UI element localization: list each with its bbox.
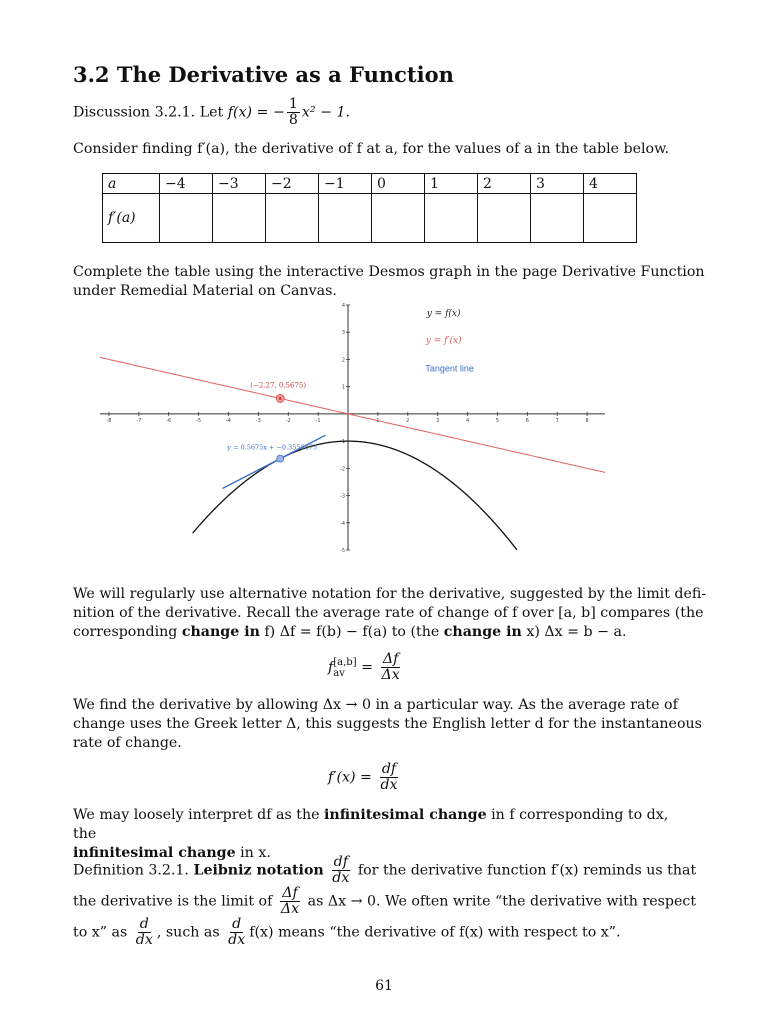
y-tick-label: 4 [341, 303, 346, 309]
legend-fprime: y = f′(x) [425, 336, 462, 347]
complete-text-line: Complete the table using the interactive Desmos graph in the page Derivative Function [73, 264, 705, 280]
legend-f: y = f(x) [426, 308, 461, 319]
x-tick-label: -2 [285, 417, 291, 424]
y-tick-label: -5 [340, 548, 346, 554]
paragraph-line: We find the derivative by allowing Δx → 0 in a particular way. As the average rate of [73, 697, 678, 713]
infinitesimal-paragraph: We may loosely interpret df as the infinitesimal change in f corresponding to dx, the infinitesimal change in x. [73, 807, 669, 861]
row-label-fprime: f′(a) [103, 194, 160, 243]
empty-cell [425, 194, 478, 243]
legend-tangent: Tangent line [425, 363, 474, 374]
empty-cell [160, 194, 213, 243]
derivative-formula: f′(x) = $\frac{df}{dx}$ [328, 761, 398, 793]
empty-cell [372, 194, 425, 243]
derivative-point-center [279, 397, 282, 400]
coefficient-fraction: $\frac{1}{8}$ [288, 96, 298, 128]
y-tick-label: 3 [341, 330, 346, 337]
section-title: 3.2 The Derivative as a Function [73, 62, 454, 87]
function-lhs: f(x) = − [227, 104, 285, 121]
paragraph-line: We will regularly use alternative notation for the derivative, suggested by the limit defi- [73, 586, 707, 602]
paragraph-line: nition of the derivative. Recall the average rate of change of f over [a, b] compares (the [73, 605, 704, 621]
x-tick-label: 8 [585, 417, 589, 424]
a-value-cell: 4 [584, 174, 637, 194]
x-tick-label: -6 [166, 417, 172, 424]
x-tick-label: -8 [106, 417, 112, 424]
empty-cell [478, 194, 531, 243]
a-value-cell: 3 [531, 174, 584, 194]
a-value-cell: 2 [478, 174, 531, 194]
y-tick-label: -2 [340, 466, 346, 473]
definition-name: Leibniz notation [193, 862, 324, 879]
a-value-cell: −2 [266, 174, 319, 194]
a-value-cell: −3 [213, 174, 266, 194]
empty-cell [213, 194, 266, 243]
a-value-cell: 1 [425, 174, 478, 194]
complete-text-line: under Remedial Material on Canvas. [73, 283, 337, 299]
y-tick-label: 2 [341, 357, 346, 364]
a-value-cell: −4 [160, 174, 213, 194]
definition-line-1: Definition 3.2.1. Leibniz notation $\frac{df}{dx}$ for the derivative function f′(x) reminds us that [73, 854, 697, 886]
y-tick-label: -1 [340, 439, 346, 446]
x-tick-label: -7 [136, 417, 142, 424]
x-tick-label: -4 [225, 417, 231, 424]
definition-line-2: the derivative is the limit of $\frac{\Delta f}{\Delta x}$ as Δx → 0. We often write “the derivative with respect [73, 885, 697, 917]
empty-cell [266, 194, 319, 243]
tangent-equation-label: y = 0.5675x + −0.3558875 [227, 443, 318, 452]
y-tick-label: -4 [340, 520, 346, 527]
notation-paragraph [73, 585, 706, 642]
x-tick-label: 5 [495, 417, 500, 424]
discussion-line [73, 97, 350, 128]
table-row-a [103, 174, 637, 194]
consider-text: Consider finding f′(a), the derivative of f at a, for the values of a in the table below. [73, 141, 670, 157]
discussion-let: Let [199, 104, 224, 121]
paragraph-line: change uses the Greek letter Δ, this suggests the English letter d for the instantaneous [73, 716, 702, 732]
discussion-label: Discussion 3.2.1. [73, 104, 196, 121]
function-rhs: x² − 1. [301, 104, 351, 121]
function-curve [193, 441, 517, 550]
paragraph-line: corresponding change in f) Δf = f(b) − f(a) to (the change in x) Δx = b − a. [73, 624, 627, 640]
x-tick-label: 6 [525, 417, 529, 424]
empty-cell [531, 194, 584, 243]
complete-text [73, 263, 705, 301]
x-tick-label: 2 [406, 417, 410, 424]
average-rate-formula: f [a,b] av = $\frac{\Delta f}{\Delta x}$ [328, 651, 400, 683]
desmos-graph [100, 303, 605, 554]
x-tick-label: 3 [436, 417, 440, 424]
derivative-point-label: (−2.27, 0.5675) [250, 381, 307, 390]
x-tick-label: 7 [555, 417, 559, 424]
definition-label: Definition 3.2.1. [73, 862, 189, 879]
a-value-cell: −1 [319, 174, 372, 194]
row-label-a: a [103, 174, 160, 194]
tangent-point [277, 455, 284, 462]
x-tick-label: -5 [196, 417, 202, 424]
page-number: 61 [375, 978, 393, 994]
a-value-cell: 0 [372, 174, 425, 194]
empty-cell [584, 194, 637, 243]
paragraph-line: rate of change. [73, 735, 182, 751]
allowing-paragraph [73, 696, 702, 753]
definition-line-3: to x” as $\frac{d}{dx}$ , such as $\frac{d}{dx}$ f(x) means “the derivative of f(x) with respect to x”. [73, 916, 621, 948]
x-tick-label: 4 [465, 417, 470, 424]
derivative-line [100, 357, 605, 472]
empty-cell [319, 194, 372, 243]
y-tick-label: 1 [341, 384, 346, 391]
derivative-table [102, 173, 637, 243]
y-tick-label: -3 [340, 493, 346, 500]
table-row-fprime [103, 194, 637, 243]
x-tick-label: -3 [255, 417, 261, 424]
x-tick-label: -1 [315, 417, 321, 424]
x-tick-label: 1 [376, 417, 380, 424]
